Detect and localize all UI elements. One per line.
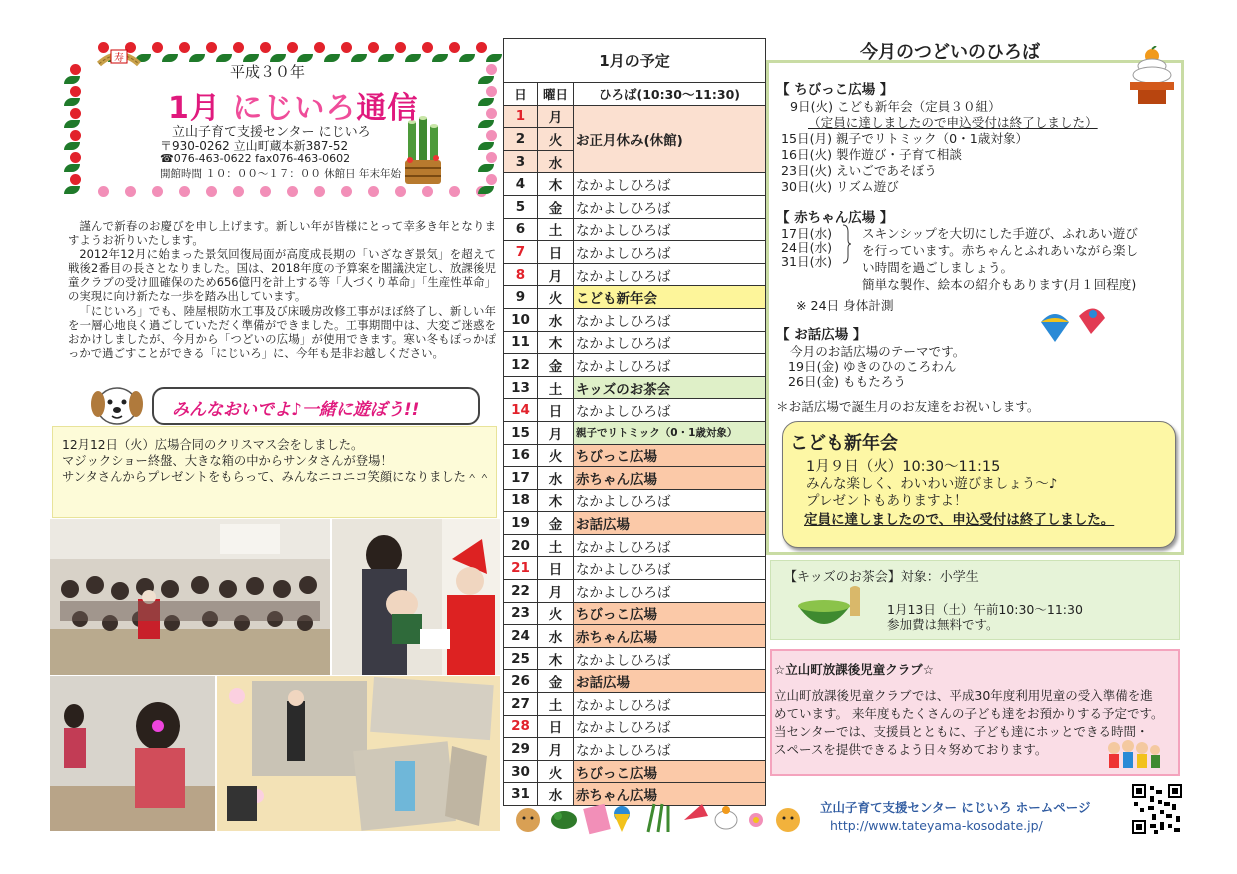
schedule-event: なかよしひろば [574,173,766,196]
schedule-row [504,195,766,218]
schedule-event: なかよしひろば [574,263,766,286]
club-line: スペースを提供できるよう日々努めております。 [774,742,1048,757]
schedule-day: 2 [504,128,538,151]
schedule-day: 4 [504,173,538,196]
schedule-row [504,738,766,761]
border-leaf-icon [324,54,340,62]
santa-photo [332,519,500,675]
schedule-weekday: 金 [538,512,574,535]
chibikko-item: 15日(月) 親子でリトミック（0・1歳対象） [781,131,1029,146]
schedule-event: 赤ちゃん広場 [574,625,766,648]
schedule-row [504,715,766,738]
schedule-event: ちびっこ広場 [574,444,766,467]
schedule-day: 14 [504,399,538,422]
title-month: 1月 [168,91,221,126]
schedule-day: 9 [504,286,538,309]
schedule-weekday: 月 [538,580,574,603]
akachan-date: 24日(水) [781,240,833,255]
chibikko-heading: 【 ちびっこ広場 】 [776,82,894,98]
schedule-event: なかよしひろば [574,580,766,603]
schedule-event: お話広場 [574,670,766,693]
schedule-row [504,625,766,648]
schedule-weekday: 木 [538,489,574,512]
border-flower-icon [486,174,497,185]
schedule-weekday: 木 [538,647,574,670]
new-year-party-title: こども新年会 [790,433,898,454]
border-flower-icon [70,86,81,97]
kids-tea-fee: 参加費は無料です。 [887,617,999,632]
schedule-day: 17 [504,467,538,490]
schedule-row [504,331,766,354]
brace-icon [842,224,852,264]
schedule-day: 24 [504,625,538,648]
schedule-day: 12 [504,354,538,377]
border-flower-icon [341,42,352,53]
schedule-weekday: 金 [538,670,574,693]
border-flower-icon [341,186,352,197]
schedule-row [504,602,766,625]
border-flower-icon [486,152,497,163]
schedule-day: 10 [504,308,538,331]
schedule-event: なかよしひろば [574,489,766,512]
border-flower-icon [260,186,271,197]
christmas-report-text [62,437,492,486]
schedule-row [504,512,766,535]
schedule-weekday: 木 [538,173,574,196]
schedule-event: なかよしひろば [574,241,766,264]
schedule-event: なかよしひろば [574,693,766,716]
border-flower-icon [179,42,190,53]
border-leaf-icon [351,54,367,62]
children-group-icon [1104,736,1162,774]
schedule-day: 15 [504,421,538,444]
schedule-weekday: 金 [538,195,574,218]
schedule-weekday: 火 [538,128,574,151]
border-leaf-icon [478,120,494,128]
qr-code-icon[interactable] [1132,784,1182,834]
center-name: 立山子育て支援センター にじいろ [172,125,371,140]
ohanashi-intro: 今月のお話広場のテーマです。 [790,344,966,359]
schedule-weekday: 水 [538,150,574,173]
schedule-event: なかよしひろば [574,354,766,377]
schedule-body [504,105,766,805]
title-name: にじいろ [232,91,357,126]
schedule-day: 18 [504,489,538,512]
schedule-event: なかよしひろば [574,195,766,218]
new-year-party-line: みんな楽しく、わいわい遊びましょう～♪ [806,476,1058,492]
schedule-event: こども新年会 [574,286,766,309]
schedule-weekday: 火 [538,760,574,783]
schedule-day: 26 [504,670,538,693]
schedule-weekday: 土 [538,693,574,716]
kids-tea-when: 1月13日（土）午前10:30～11:30 [887,602,1083,617]
border-flower-icon [486,86,497,97]
border-leaf-icon [64,164,80,172]
border-flower-icon [125,186,136,197]
border-leaf-icon [478,76,494,84]
ohanashi-heading: 【 お話広場 】 [776,327,867,343]
schedule-row [504,580,766,603]
schedule-row [504,286,766,309]
border-flower-icon [179,186,190,197]
schedule-row [504,263,766,286]
schedule-row [504,489,766,512]
new-year-party-date: 1月９日（火）10:30～11:15 [806,459,1001,475]
border-flower-icon [206,42,217,53]
kotobuki-rope-icon [96,44,142,72]
schedule-weekday: 土 [538,218,574,241]
border-leaf-icon [64,76,80,84]
tsudoi-title: 今月のつどいのひろば [860,42,1040,63]
schedule-day: 28 [504,715,538,738]
schedule-weekday: 土 [538,376,574,399]
border-flower-icon [368,42,379,53]
schedule-day: 6 [504,218,538,241]
border-flower-icon [70,174,81,185]
greeting-paragraph: 2012年12月に始まった景気回復局面が高度成長期の「いざなぎ景気」を超えて戦後2番目の長さとなりました。国は、2018年度の予算案を閣議決定し、放課後児童クラブの受け皿確保のため656億円を計上する等「人づくり革命」「生産性革命」の実現に向け新たな一歩を踏み出しています。 [68,247,496,304]
ohanashi-item: 26日(金) ももたろう [788,374,907,389]
border-flower-icon [368,186,379,197]
schedule-event: なかよしひろば [574,218,766,241]
border-flower-icon [233,186,244,197]
schedule-weekday: 金 [538,354,574,377]
header-event: ひろば(10:30～11:30) [574,83,766,106]
schedule-event: なかよしひろば [574,647,766,670]
chibikko-line: 9日(火) こども新年会（定員３０組） [790,99,1001,114]
schedule-day: 7 [504,241,538,264]
schedule-event: キッズのお茶会 [574,376,766,399]
schedule-row [504,421,766,444]
chibikko-item: 16日(火) 製作遊び・子育て相談 [781,147,962,162]
schedule-event: なかよしひろば [574,331,766,354]
schedule-event: お話広場 [574,512,766,535]
schedule-weekday: 水 [538,308,574,331]
border-leaf-icon [478,186,494,194]
club-line: めています。 来年度もたくさんの子ども達をお預かりする予定です。 [774,706,1164,721]
schedule-day: 27 [504,693,538,716]
border-flower-icon [152,42,163,53]
schedule-weekday: 日 [538,557,574,580]
border-flower-icon [70,108,81,119]
schedule-day: 25 [504,647,538,670]
title-suffix: 通信 [356,91,419,126]
schedule-day: 29 [504,738,538,761]
akachan-desc: を行っています。赤ちゃんとふれあいながら楽し [862,243,1139,258]
schedule-event: なかよしひろば [574,308,766,331]
schedule-day: 13 [504,376,538,399]
christmas-line: サンタさんからプレゼントをもらって、みんなニコニコ笑顔になりました＾＾ [62,470,491,485]
schedule-row [504,308,766,331]
new-year-party-closed: 定員に達しましたので、申込受付は終了しました。 [804,512,1115,528]
schedule-day: 30 [504,760,538,783]
border-flower-icon [206,186,217,197]
border-leaf-icon [478,164,494,172]
border-flower-icon [449,186,460,197]
border-flower-icon [486,64,497,75]
schedule-row [504,399,766,422]
schedule-weekday: 水 [538,467,574,490]
border-flower-icon [476,42,487,53]
kotobuki-label: 寿 [114,53,124,64]
schedule-day: 5 [504,195,538,218]
schedule-day: 21 [504,557,538,580]
schedule-weekday: 火 [538,602,574,625]
border-flower-icon [314,42,325,53]
greeting-paragraph: 「にじいろ」でも、陸屋根防水工事及び床暖房改修工事がほぼ終了し、新しい年を一層心地良く過ごしていただく準備ができました。工事期間中は、大変ご迷惑をおかけしましたが、今月から「つどいの広場」が使用できます。寒い冬もぽっかぽっかで過ごすことができる「にじいろ」に、今年も是非お越しください。 [68,303,496,360]
border-leaf-icon [64,186,80,194]
schedule-weekday: 月 [538,263,574,286]
magic-show-collage [217,676,500,831]
header-weekday: 曜日 [538,83,574,106]
schedule-row [504,760,766,783]
border-leaf-icon [478,142,494,150]
border-flower-icon [287,186,298,197]
schedule-weekday: 水 [538,783,574,806]
era-year: 平成３０年 [230,63,306,81]
schedule-weekday: 月 [538,105,574,128]
schedule-weekday: 日 [538,715,574,738]
chibikko-item: 23日(火) えいごであそぼう [781,163,937,178]
schedule-day: 8 [504,263,538,286]
schedule-day: 16 [504,444,538,467]
schedule-weekday: 月 [538,738,574,761]
schedule-row [504,354,766,377]
kids-tea-title: 【キッズのお茶会】対象：小学生 [784,570,979,585]
border-flower-icon [486,108,497,119]
footer-homepage-label: 立山子育て支援センター にじいろ ホームページ [820,800,1091,815]
schedule-event: なかよしひろば [574,715,766,738]
schedule-header-row [504,83,766,106]
schedule-weekday: 月 [538,421,574,444]
header-day: 日 [504,83,538,106]
schedule-event: 赤ちゃん広場 [574,467,766,490]
schedule-day: 31 [504,783,538,806]
border-flower-icon [314,186,325,197]
schedule-day: 11 [504,331,538,354]
schedule-event: 親子でリトミック（0・1歳対象） [574,421,766,444]
border-leaf-icon [478,98,494,106]
club-line: 立山町放課後児童クラブでは、平成30年度利用児童の受入準備を進 [774,688,1153,703]
schedule-day: 3 [504,150,538,173]
schedule-weekday: 火 [538,286,574,309]
schedule-row [504,670,766,693]
schedule-day: 19 [504,512,538,535]
matcha-bowl-icon [794,586,864,636]
ohanashi-note: ＊お話広場で誕生月のお友達をお祝いします。 [776,399,1040,414]
group-photo [50,519,330,675]
schedule-event: ちびっこ広場 [574,760,766,783]
schedule-row [504,534,766,557]
schedule-table [503,82,766,806]
schedule-event: なかよしひろば [574,399,766,422]
opening-hours: 開館時間 １０：００～１７：００ 休館日 年末年始 [160,168,402,180]
schedule-event: ちびっこ広場 [574,602,766,625]
greeting-text [68,219,496,360]
schedule-day: 23 [504,602,538,625]
schedule-title: 1月の予定 [503,38,766,82]
kagami-mochi-icon [1126,46,1178,106]
christmas-line: 12月12日（火）広場合同のクリスマス会をしました。 [62,438,364,452]
border-flower-icon [70,152,81,163]
schedule-day: 1 [504,105,538,128]
border-leaf-icon [162,54,178,62]
border-leaf-icon [64,142,80,150]
schedule-weekday: 火 [538,444,574,467]
ohanashi-item: 19日(金) ゆきのひのころわん [788,359,957,374]
child-photo [50,676,215,831]
akachan-desc: スキンシップを大切にした手遊び、ふれあい遊び [862,226,1138,241]
schedule-weekday: 土 [538,534,574,557]
border-flower-icon [98,186,109,197]
border-flower-icon [70,64,81,75]
schedule-row [504,557,766,580]
border-leaf-icon [189,54,205,62]
border-leaf-icon [64,120,80,128]
schedule-weekday: 日 [538,241,574,264]
club-title: ☆立山町放課後児童クラブ☆ [774,662,934,677]
schedule-row [504,467,766,490]
speech-bubble-text: みんなおいでよ♪一緒に遊ぼう!! [172,400,420,420]
schedule-day: 22 [504,580,538,603]
akachan-heading: 【 赤ちゃん広場 】 [776,210,894,226]
border-leaf-icon [64,98,80,106]
border-flower-icon [449,42,460,53]
schedule-event: なかよしひろば [574,557,766,580]
schedule-event: 赤ちゃん広場 [574,783,766,806]
akachan-note: ※ 24日 身体計測 [796,298,894,313]
schedule-row [504,444,766,467]
border-flower-icon [486,130,497,141]
border-flower-icon [395,42,406,53]
border-leaf-icon [378,54,394,62]
akachan-date: 31日(水) [781,254,833,269]
greeting-paragraph: 謹んで新春のお慶びを申し上げます。新しい年が皆様にとって幸多き年となりますようお祈りいたします。 [68,219,496,248]
schedule-row [504,693,766,716]
schedule-day: 20 [504,534,538,557]
christmas-line: マジックショー終盤、大きな箱の中からサンタさんが登場！ [62,454,393,469]
schedule-event: なかよしひろば [574,534,766,557]
chibikko-note: （定員に達しましたので申込受付は終了しました） [808,115,1098,130]
border-leaf-icon [459,54,475,62]
akachan-extra: 簡単な製作、絵本の紹介もあります(月１回程度) [862,277,1137,292]
footer-url-link[interactable]: http://www.tateyama-kosodate.jp/ [830,818,1043,833]
address: 〒930-0262 立山町蔵本新387-52 [160,139,349,153]
schedule-weekday: 日 [538,399,574,422]
spinning-tops-icon [1035,300,1107,346]
akachan-date: 17日(水) [781,226,833,241]
new-year-party-line: プレゼントもありますよ！ [806,493,968,509]
schedule-row [504,218,766,241]
phone-fax: ☎076-463-0622 fax076-463-0602 [160,152,351,165]
chibikko-item: 30日(火) リズム遊び [781,179,899,194]
border-flower-icon [233,42,244,53]
dog-mascot-icon [88,382,146,430]
schedule-row [504,105,766,128]
schedule-event: なかよしひろば [574,738,766,761]
akachan-desc: い時間を過ごしましょう。 [862,260,1014,275]
new-year-icons-row [512,800,808,836]
schedule-event: お正月休み(休館) [574,105,766,173]
schedule-row [504,376,766,399]
border-flower-icon [152,186,163,197]
border-flower-icon [287,42,298,53]
schedule-row [504,173,766,196]
schedule-row [504,241,766,264]
border-leaf-icon [405,54,421,62]
border-leaf-icon [486,54,502,62]
schedule-weekday: 水 [538,625,574,648]
border-flower-icon [70,130,81,141]
border-flower-icon [260,42,271,53]
club-line: 当センターでは、支援員とともに、子ども達にホッとできる時間・ [774,724,1149,739]
schedule-row [504,647,766,670]
schedule-weekday: 木 [538,331,574,354]
border-flower-icon [422,42,433,53]
border-leaf-icon [432,54,448,62]
